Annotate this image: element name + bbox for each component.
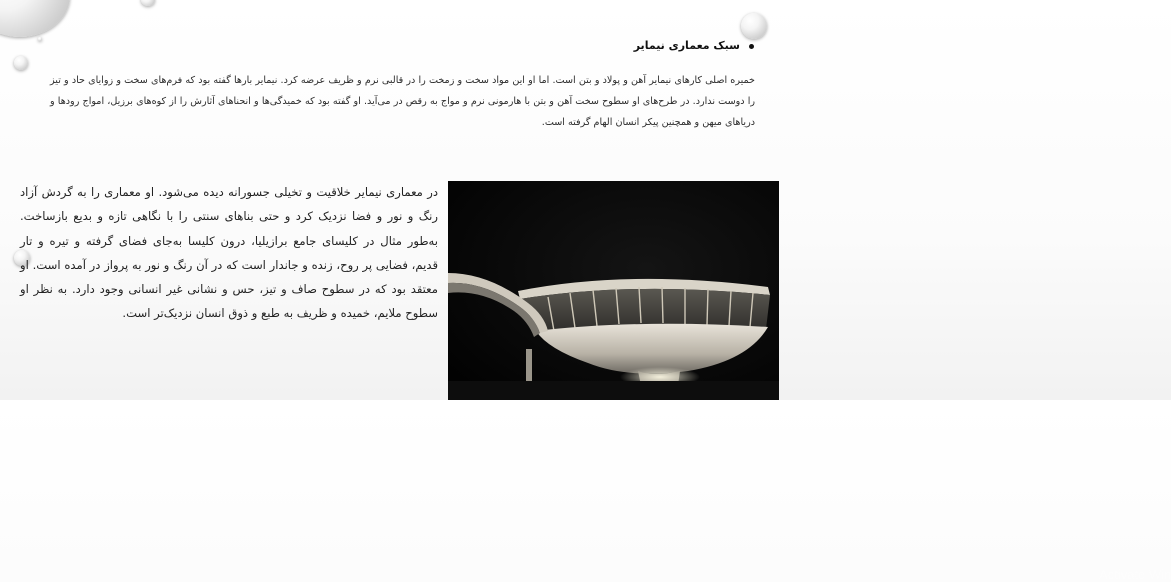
body-paragraph: در معماری نیمایر خلاقیت و تخیلی جسورانه دیده می‌شود. او معماری را به گردش آزاد رنگ و نور و فضا نزدیک کرد و حتی بناهای سنتی را با نگاهی تازه و بدیع بازساخت. به‌طور مثال در کلیسای جامع برازیلیا، درون کلیسا به‌جای فضای گرفته و تیره و تار قدیم، فضایی پر روح، زنده و جاندار است که در آن رنگ و نور به پرواز در آمده است. او معتقد بود که در سطوح صاف و تیز، حس و نشانی غیر انسانی وجود دارد. به نظر او سطوح ملایم، خمیده و ظریف به طبع و ذوق انسان نزدیک‌تر است. [20, 185, 438, 321]
activation-watermark: Activate Win [1099, 567, 1171, 582]
decorative-bubble [14, 56, 28, 70]
decorative-bubble [141, 0, 155, 6]
museum-illustration [448, 181, 779, 400]
decorative-bubble [38, 37, 42, 41]
section-heading [634, 39, 754, 52]
museum-photo [448, 181, 1171, 582]
bullet-icon [749, 44, 754, 49]
decorative-bubble [0, 0, 70, 37]
intro-paragraph: خمیره اصلی کارهای نیمایر آهن و پولاد و بتن است. اما او این مواد سخت و زمخت را در قالبی نرم و ظریف عرضه کرد. نیمایر بارها گفته بود که فرم‌های سخت و زوایای حاد و تیز را دوست ندارد. در طرح‌های او سطوح سخت آهن و بتن با هارمونی نرم و مواج به رقص در می‌آید. او گفته بود که خمیدگی‌ها و انحناهای آثارش را از کوه‌های برزیل، امواج رودها و دریاهای میهن و همچنین پیکر انسان الهام گرفته است. [50, 75, 755, 128]
decorative-bubble [741, 13, 767, 39]
heading-text: سبک معماری نیمایر [633, 39, 740, 52]
